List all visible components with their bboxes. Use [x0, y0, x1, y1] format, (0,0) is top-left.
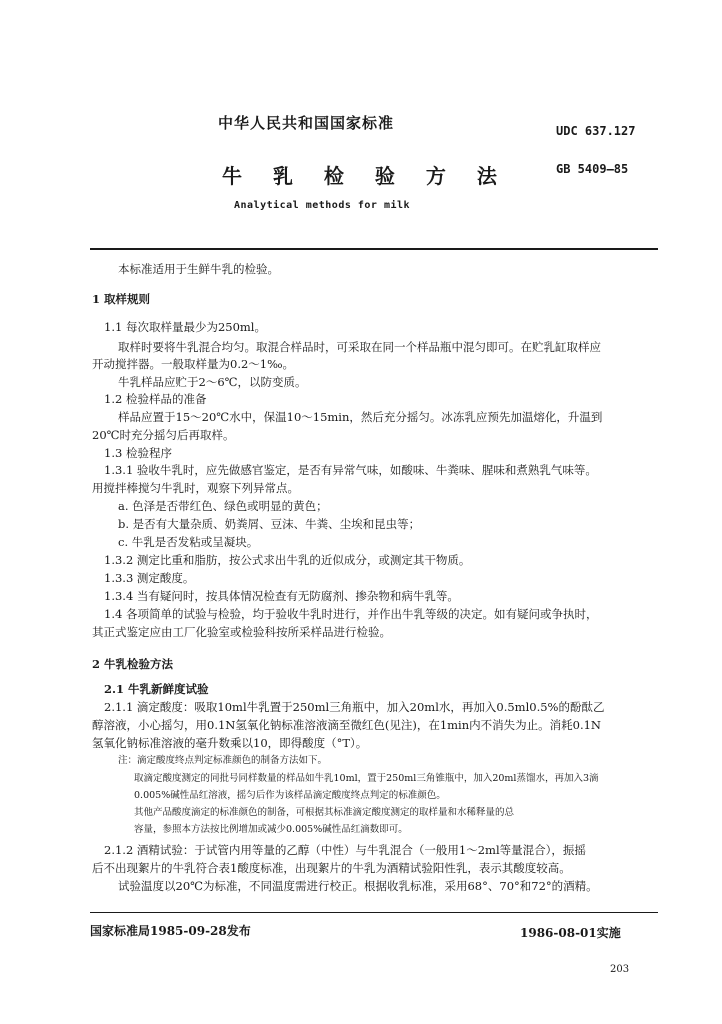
- clause-1-3: 1.3 检验程序: [104, 446, 172, 460]
- clause-1-3-1: 1.3.1 验收牛乳时，应先做感官鉴定，是否有异常气味，如酸味、牛粪味、腥味和煮熟乳气味等。: [104, 463, 597, 477]
- clause-1-1-text: 牛乳样品应贮于2～6℃，以防变质。: [118, 375, 307, 389]
- gb-standard-code: GB 5409—85: [556, 162, 629, 176]
- english-title: Analytical methods for milk: [234, 200, 411, 211]
- clause-1-4: 1.4 各项简单的试验与检验，均于验收牛乳时进行，并作出牛乳等级的决定。如有疑问或争执时，: [104, 607, 598, 621]
- clause-1-4-text: 其正式鉴定应由工厂化验室或检验科按所采样品进行检验。: [92, 625, 391, 639]
- header-divider: [90, 248, 658, 250]
- section-2-heading: 2 牛乳检验方法: [92, 657, 174, 671]
- list-item: a. 色泽是否带红色、绿色或明显的黄色；: [118, 499, 328, 513]
- section-1-heading: 1 取样规则: [92, 292, 151, 306]
- intro-paragraph: 本标准适用于生鲜牛乳的检验。: [118, 262, 279, 276]
- clause-1-1-text: 取样时要将牛乳混合均匀。取混合样品时，可采取在同一个样品瓶中混匀即可。在贮乳缸取样应: [118, 340, 601, 354]
- clause-2-1-2-text: 试验温度以20℃为标准，不同温度需进行校正。根据收乳标准，采用68°、70°和72°的酒精。: [118, 879, 598, 893]
- note-text: 容量，参照本方法按比例增加或减少0.005%碱性品红滴数即可。: [134, 824, 408, 835]
- clause-1-2: 1.2 检验样品的准备: [104, 392, 207, 406]
- document-title: 牛 乳 检 验 方 法: [222, 164, 509, 188]
- list-item: c. 牛乳是否发粘或呈凝块。: [118, 535, 259, 549]
- clause-2-1-2: 2.1.2 酒精试验：于试管内用等量的乙醇（中性）与牛乳混合（一般用1～2ml等量混合），振摇: [104, 843, 586, 857]
- clause-2-1: 2.1 牛乳新鲜度试验: [104, 682, 209, 696]
- clause-1-3-4: 1.3.4 当有疑问时，按具体情况检查有无防腐剂、掺杂物和病牛乳等。: [104, 589, 459, 603]
- clause-2-1-1: 2.1.1 滴定酸度：吸取10ml牛乳置于250ml三角瓶中，加入20ml水，再加入0.5ml0.5%的酚酞乙: [104, 700, 605, 714]
- clause-1-3-3: 1.3.3 测定酸度。: [104, 571, 195, 585]
- note-text: 取滴定酸度测定的同批号同样数量的样品如牛乳10ml，置于250ml三角锥瓶中，加入20ml蒸馏水，再加入3滴: [134, 773, 599, 784]
- clause-2-1-1-text: 醇溶液，小心摇匀，用0.1N氢氧化钠标准溶液滴至微红色(见注)，在1min内不消失为止。消耗0.1N: [92, 718, 601, 732]
- clause-2-1-1-text: 氢氧化钠标准溶液的毫升数乘以10，即得酸度（°T）。: [92, 736, 368, 750]
- clause-1-1-text: 开动搅拌器。一般取样量为0.2～1‰。: [92, 357, 295, 371]
- effective-date: 1986-08-01实施: [520, 926, 621, 940]
- note-text: 0.005%碱性品红溶液，摇匀后作为该样品滴定酸度终点判定的标准颜色。: [134, 790, 446, 801]
- clause-1-3-2: 1.3.2 测定比重和脂肪，按公式求出牛乳的近似成分，或测定其干物质。: [104, 553, 471, 567]
- page-number: 203: [610, 964, 630, 975]
- note-text: 注：滴定酸度终点判定标准颜色的制备方法如下。: [118, 755, 328, 766]
- issue-date: 国家标准局1985-09-28发布: [90, 924, 251, 938]
- list-item: b. 是否有大量杂质、奶粪屑、豆沫、牛粪、尘埃和昆虫等；: [118, 517, 421, 531]
- clause-1-2-text: 20℃时充分摇匀后再取样。: [92, 428, 235, 442]
- footer-divider: [90, 912, 658, 913]
- clause-2-1-2-text: 后不出现絮片的牛乳符合表1酸度标准，出现絮片的牛乳为酒精试验阳性乳，表示其酸度较高。: [92, 861, 571, 875]
- standard-category-heading: 中华人民共和国国家标准: [218, 114, 395, 132]
- clause-1-2-text: 样品应置于15～20℃水中，保温10～15min，然后充分摇匀。冰冻乳应预先加温熔化，升温到: [118, 410, 603, 424]
- note-text: 其他产品酸度滴定的标准颜色的制备，可根据其标准滴定酸度测定的取样量和水稀释量的总: [134, 807, 515, 818]
- udc-code: UDC 637.127: [556, 124, 636, 138]
- clause-1-3-1-text: 用搅拌棒搅匀牛乳时，观察下列异常点。: [92, 481, 299, 495]
- clause-1-1: 1.1 每次取样量最少为250ml。: [104, 320, 266, 334]
